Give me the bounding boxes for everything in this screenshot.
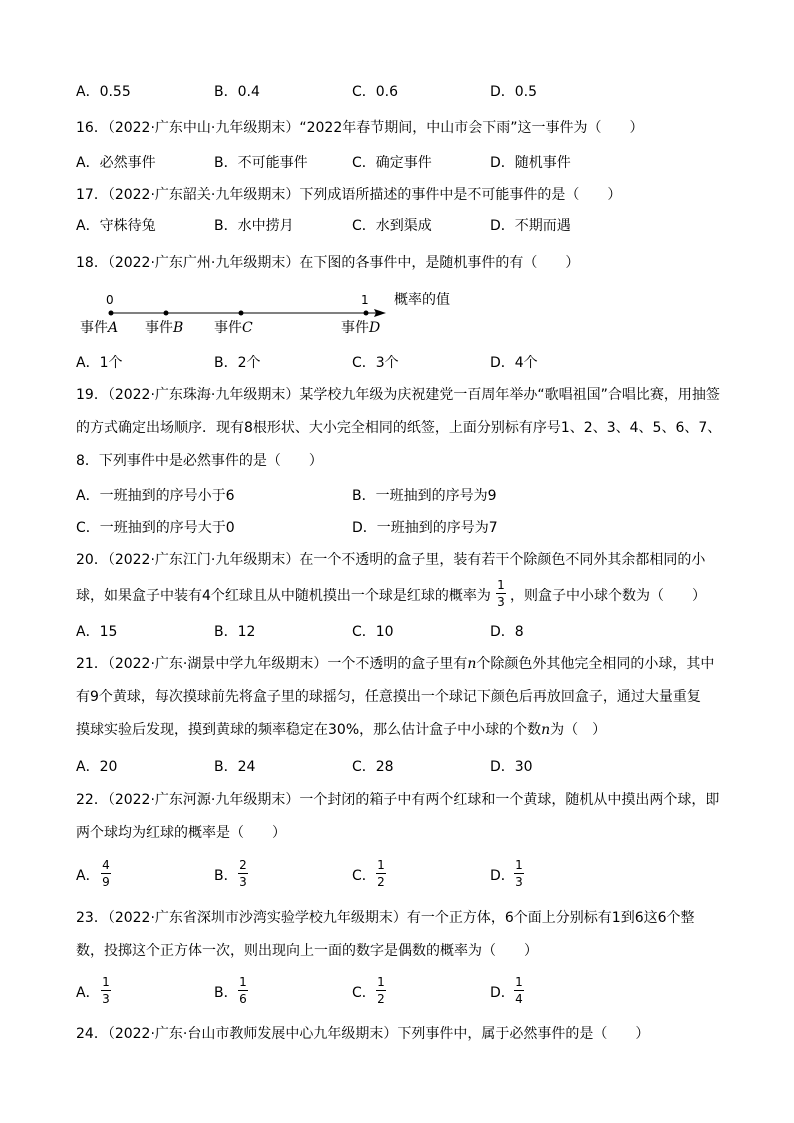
q16-option-b: B．不可能事件	[214, 155, 308, 171]
q20-stem-line-1: 20．（2022·广东江门·九年级期末）在一个不透明的盒子里，装有若干个除颜色不同外其余都相同的小	[76, 552, 706, 568]
q18-option-c: C．3个	[352, 355, 399, 371]
q23-option-d-prefix: D．	[490, 985, 515, 1001]
fraction-bar	[496, 593, 506, 594]
q16-option-d: D．随机事件	[490, 155, 571, 171]
event-b-label: 事件B	[145, 320, 184, 336]
q16-option-a: A．必然事件	[76, 155, 156, 171]
q21-stem-line-2: 有9个黄球，每次摸球前先将盒子里的球摇匀，任意摸出一个球记下颜色后再放回盒子，通过大量重复	[76, 689, 701, 705]
q17-option-c: C．水到渠成	[352, 218, 432, 234]
event-b-point	[164, 311, 169, 316]
event-a-point	[109, 311, 114, 316]
q23-option-d-fraction: 1 4	[515, 975, 523, 1006]
q20-stem-line-2b: ，则盒子中小球个数为（ ）	[510, 588, 706, 604]
q21-stem-line-3: 摸球实验后发现，摸到黄球的频率稳定在30%，那么估计盒子中小球的个数n为（ ）	[76, 722, 607, 738]
q18-option-a: A．1个	[76, 355, 123, 371]
q19-option-d: D．一班抽到的序号为7	[352, 520, 498, 536]
q15-option-c: C．0.6	[352, 84, 399, 100]
q21-option-c: C．28	[352, 759, 394, 775]
q22-stem-line-2: 两个球均为红球的概率是（ ）	[76, 825, 286, 841]
event-c-label: 事件C	[214, 320, 253, 336]
q24-stem: 24．（2022·广东·台山市教师发展中心九年级期末）下列事件中，属于必然事件的是（ ）	[76, 1026, 650, 1042]
q23-stem-line-2: 数，投掷这个正方体一次，则出现向上一面的数字是偶数的概率为（ ）	[76, 943, 538, 959]
q20-option-d: D．8	[490, 624, 524, 640]
q19-option-a: A．一班抽到的序号小于6	[76, 488, 235, 504]
q20-fraction	[496, 578, 506, 609]
q18-option-b: B．2个	[214, 355, 261, 371]
q21-option-b: B．24	[214, 759, 256, 775]
q17-option-a: A．守株待兔	[76, 218, 156, 234]
q22-stem-line-1: 22．（2022·广东河源·九年级期末）一个封闭的箱子中有两个红球和一个黄球，随机从中摸出两个球，即	[76, 792, 720, 808]
q20-option-a: A．15	[76, 624, 118, 640]
event-d-label: 事件D	[341, 320, 381, 336]
q23-option-b-fraction: 1 6	[239, 975, 247, 1006]
event-c-point	[239, 311, 244, 316]
event-d-point	[364, 311, 369, 316]
tick-label-zero: 0	[106, 293, 114, 307]
q23-option-a-prefix: A．	[76, 985, 100, 1001]
q22-option-b-prefix: B．	[214, 868, 238, 884]
q20-fraction-numerator: 1	[497, 578, 505, 592]
q19-stem-line-1: 19．（2022·广东珠海·九年级期末）某学校九年级为庆祝建党一百周年举办“歌唱祖国”合唱比赛，用抽签	[76, 387, 720, 403]
tick-label-one: 1	[361, 293, 369, 307]
q21-option-a: A．20	[76, 759, 118, 775]
q23-option-c-fraction: 1 2	[377, 975, 385, 1006]
q22-option-c-fraction: 1 2	[377, 858, 385, 889]
q22-option-c-prefix: C．	[352, 868, 376, 884]
q18-stem: 18．（2022·广东广州·九年级期末）在下图的各事件中，是随机事件的有（ ）	[76, 255, 580, 271]
q17-stem: 17．（2022·广东韶关·九年级期末）下列成语所描述的事件中是不可能事件的是（ ）	[76, 187, 622, 203]
q22-option-a-fraction: 4 9	[102, 858, 110, 889]
q23-option-c-prefix: C．	[352, 985, 376, 1001]
q23-option-a-fraction: 1 3	[102, 975, 110, 1006]
q20-stem-line-2a: 球，如果盒子中装有4个红球且从中随机摸出一个球是红球的概率为	[76, 588, 491, 604]
q16-option-c: C．确定事件	[352, 155, 432, 171]
q21-stem-line-1: 21．（2022·广东·湖景中学九年级期末）一个不透明的盒子里有n个除颜色外其他完全相同的小球，其中	[76, 656, 715, 672]
q19-option-b: B．一班抽到的序号为9	[352, 488, 497, 504]
q16-stem: 16．（2022·广东中山·九年级期末）“2022年春节期间，中山市会下雨”这一事件为（ ）	[76, 120, 644, 136]
q17-option-d: D．不期而遇	[490, 218, 571, 234]
q18-option-d: D．4个	[490, 355, 538, 371]
q17-option-b: B．水中捞月	[214, 218, 294, 234]
q15-option-a: A．0.55	[76, 84, 131, 100]
q21-option-d: D．30	[490, 759, 533, 775]
q19-stem-line-3: 8．下列事件中是必然事件的是（ ）	[76, 453, 323, 469]
q20-fraction-denominator: 3	[497, 595, 505, 609]
q22-option-d-fraction: 1 3	[515, 858, 523, 889]
q15-option-d: D．0.5	[490, 84, 538, 100]
q22-option-b-fraction: 2 3	[239, 858, 247, 889]
q20-option-c: C．10	[352, 624, 394, 640]
q20-option-b: B．12	[214, 624, 256, 640]
q15-option-b: B．0.4	[214, 84, 260, 100]
axis-label: 概率的值	[394, 292, 450, 308]
q22-option-d-prefix: D．	[490, 868, 515, 884]
event-a-label: 事件A	[80, 320, 119, 336]
q19-stem-line-2: 的方式确定出场顺序．现有8根形状、大小完全相同的纸签，上面分别标有序号1、2、3、4、5、6、7、	[76, 420, 722, 436]
q19-option-c: C．一班抽到的序号大于0	[76, 520, 235, 536]
q22-option-a-prefix: A．	[76, 868, 100, 884]
q23-option-b-prefix: B．	[214, 985, 238, 1001]
q23-stem-line-1: 23．（2022·广东省深圳市沙湾实验学校九年级期末）有一个正方体，6个面上分别标有1到6这6个整	[76, 910, 695, 926]
